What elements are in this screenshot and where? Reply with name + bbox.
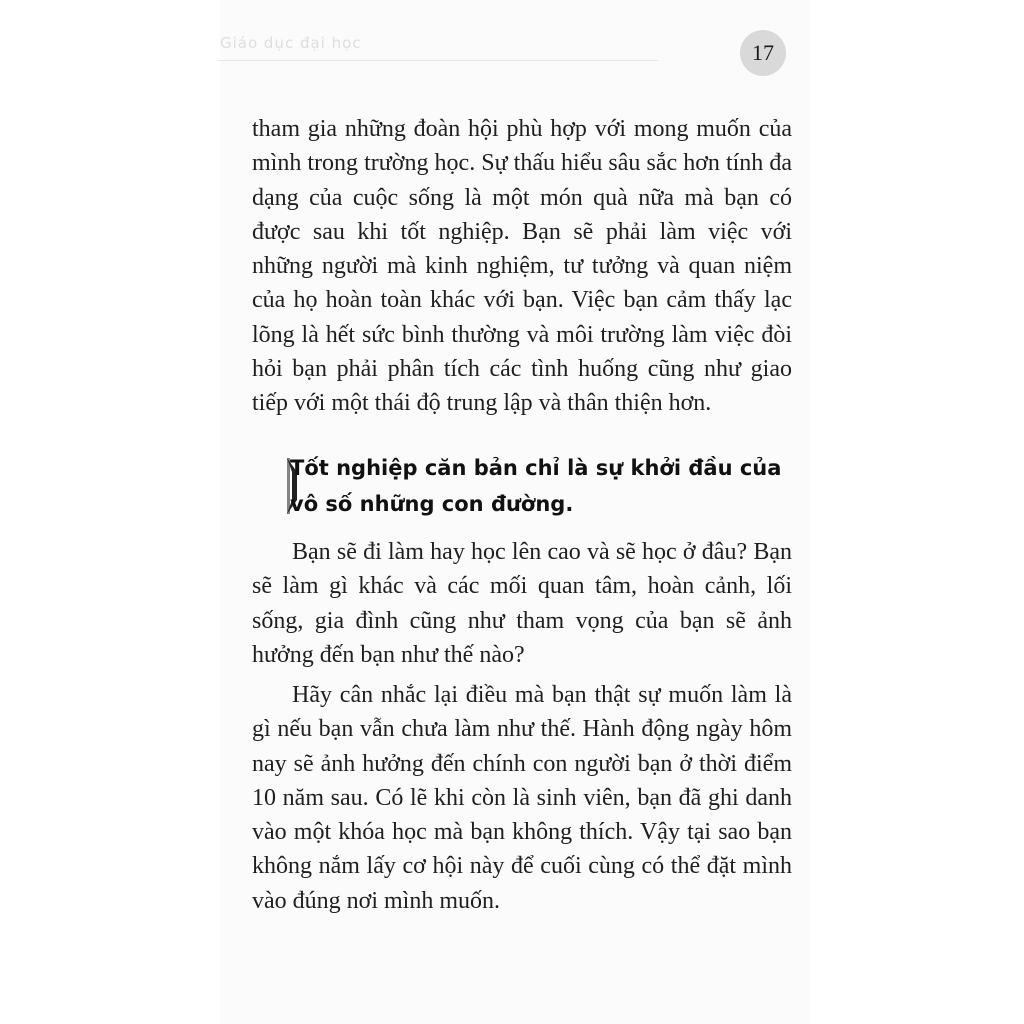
pullquote: Tốt nghiệp căn bản chỉ là sự khởi đầu của vô số những con đường. — [290, 456, 782, 516]
page-number: 17 — [740, 30, 786, 76]
running-head: Giáo dục đại học — [220, 34, 362, 52]
paragraph-1: tham gia những đoàn hội phù hợp với mong muốn của mình trong trường học. Sự thấu hiểu sâu sắc hơn tính đa dạng của cuộc sống là một món quà nữa mà bạn có được sau khi tốt nghiệp. Bạn sẽ phải làm việc với những người mà kinh nghiệm, tư tưởng và quan niệm của họ hoàn toàn khác với bạn. Việc bạn cảm thấy lạc lõng là hết sức bình thường và môi trường làm việc đòi hỏi bạn phải phân tích các tình huống cũng như giao tiếp với một thái độ trung lập và thân thiện hơn. — [252, 116, 792, 417]
paragraph-3: Hãy cân nhắc lại điều mà bạn thật sự muốn làm là gì nếu bạn vẫn chưa làm như thế. Hành động ngày hôm nay sẽ ảnh hưởng đến chính con người bạn ở thời điểm 10 năm sau. Có lẽ khi còn là sinh viên, bạn đã ghi danh vào một khóa học mà bạn không thích. Vậy tại sao bạn không nắm lấy cơ hội này để cuối cùng có thể đặt mình vào đúng nơi mình muốn. — [252, 682, 792, 914]
paragraph-2: Bạn sẽ đi làm hay học lên cao và sẽ học ở đâu? Bạn sẽ làm gì khác và các mối quan tâm, hoàn cảnh, lối sống, gia đình cũng như tham vọng của bạn sẽ ảnh hưởng đến bạn như thế nào? — [252, 539, 792, 668]
header-rule — [218, 60, 658, 61]
